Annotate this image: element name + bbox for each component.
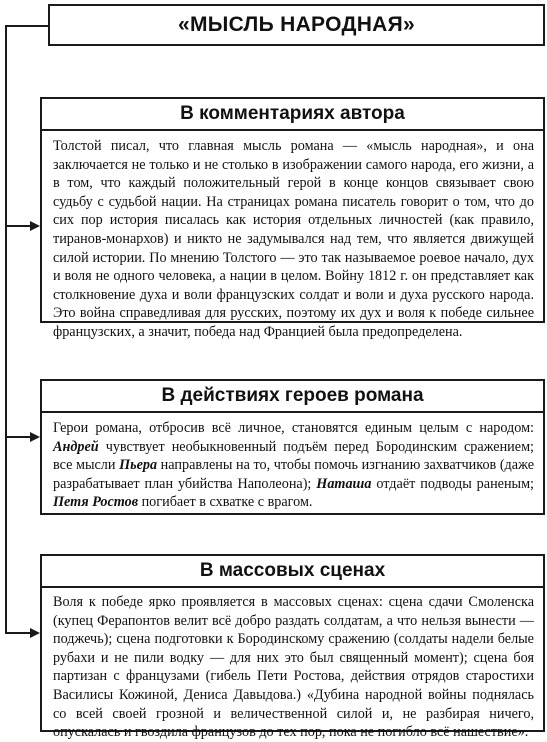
section-body-heroes [40,411,545,515]
hero-name: Андрей [53,438,99,455]
section-heading-mass-scenes [40,554,545,586]
text-fragment: Герои романа, отбросив всё личное, становятся единым целым с народом: [53,420,534,436]
section-body-mass-scenes: Воля к победе ярко проявляется в массовых сценах: сцена сдачи Смоленска (купец Ферапонтов велит всё добро раздать солдатам, а что нельзя вынести — поджечь); сцена подготовки к Бородинскому сражению (солдаты надели белые рубахи и не пили водку — для них это был священный момент); сцена боя партизан с французами (гибель Пети Ростова, действия отрядов старостихи Василисы Кожиной, Дениса Давыдова.) «Дубина народной войны поднялась со всей своей грозной и величественной силой и, не разбирая ничего, опускалась и гвоздила французов до тех пор, пока не погибло всё нашествие». [40,586,545,732]
arrow-head-3 [30,628,40,638]
section-heading-text: В комментариях автора [180,103,405,124]
section-heading-text: В действиях героев романа [161,385,424,406]
text-fragment: погибает в схватке с врагом. [138,494,313,511]
diagram-title: «МЫСЛЬ НАРОДНАЯ» [177,13,416,36]
arrow-head-1 [30,221,40,231]
hero-name: Петя Ростов [53,494,139,511]
hero-name: Пьера [119,457,158,474]
title-box [48,4,545,46]
section-heading-author [40,97,545,129]
text-fragment: чувствует необыкновенный подъём перед Бородинским сражением; все мысли [53,438,534,474]
text-fragment: отдаёт подводы раненым; [371,475,534,492]
section-heading-heroes [40,379,545,411]
hero-name: Наташа [316,475,372,492]
section-body-author: Толстой писал, что главная мысль романа — «мысль народная», и она заключается не только и не столько в изображении самого народа, его жизни, а в том, что каждый положительный герой в конце концов связывает свою судьбу с судьбой нации. На страницах романа писатель говорит о том, что до сих пор история писалась как история отдельных личностей (как правило, тиранов-монархов) и никто не задумывался над тем, что является движущей силой истории. По мнению Толстого — это так называемое роевое начало, дух и воля не одного человека, а нации в целом. Войну 1812 г. он представляет как столкновение духа и воли французских солдат и воли и духа русского народа. Это война справедливая для русских, поэтому их дух и воля к победе сильнее французских, а значит, победа над Францией была предопределена. [40,129,545,323]
text-fragment: направлены на то, чтобы помочь изгнанию захватчиков (даже разрабатывает план убийства Наполеона); [53,457,534,492]
section-heading-text: В массовых сценах [199,560,386,581]
arrow-head-2 [30,432,40,442]
